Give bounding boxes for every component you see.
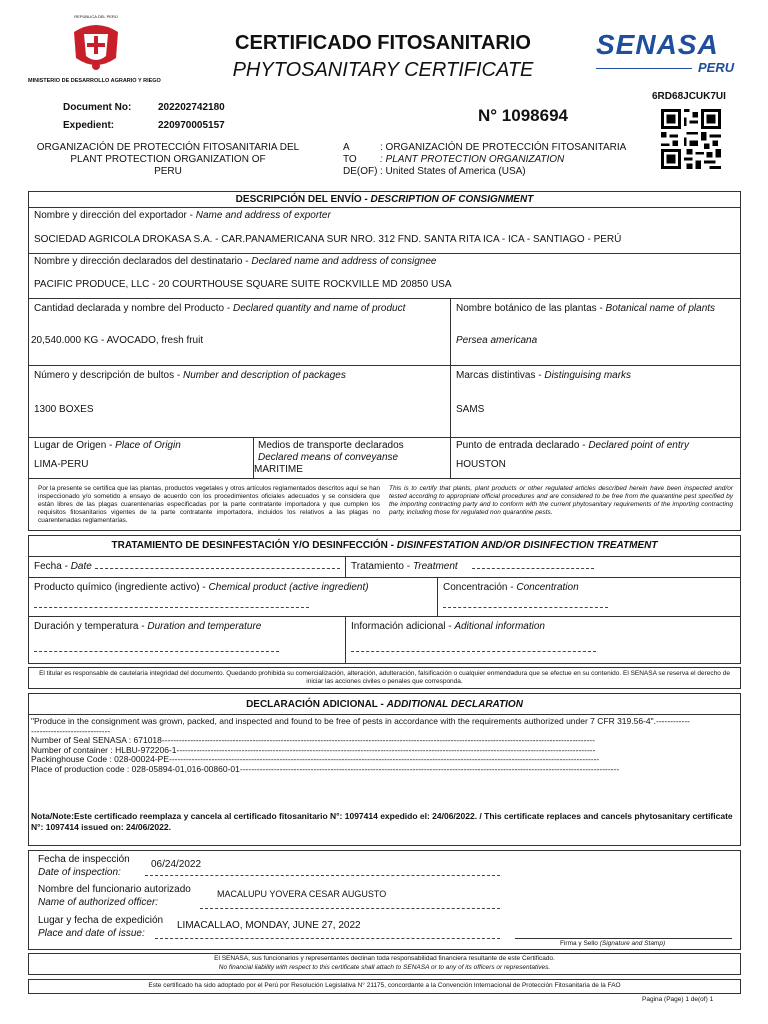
liability-es: El SENASA, sus funcionarios y representantes declinan toda responsabilidad financiera resultante de este Certificado. [214, 955, 555, 962]
entry-label: Punto de entrada declarado - Declared point of entry [456, 440, 689, 451]
qr-code [661, 109, 721, 169]
to-label-de: DE(OF) [343, 166, 378, 177]
legal-notice: El titular es responsable de cautelaría integridad del documento. Quedando prohibida su comercialización, alteración, adulteración, falsificación o cualquier enmendadura que se efectue en su contenido. El SENASA se reserva el derecho de iniciar las acciones civiles o penales que corresponda. [39, 670, 730, 685]
verification-code: 6RD68JCUK7UI [652, 91, 726, 102]
liability-en: No financial liability with respect to this certificate shall attach to SENASA or to any of its officers or representatives. [218, 964, 551, 971]
chemical-label: Producto químico (ingrediente activo) - Chemical product (active ingredient) [34, 582, 369, 593]
consignment-title-en: DESCRIPTION OF CONSIGNMENT [370, 194, 534, 205]
declaration-production: Place of production code : 028-05894-01,016-00860-01-------------------------------------------------------------------------------------------------------------------------------------- [31, 763, 620, 774]
republic-label: REPÚBLICA DEL PERÚ [74, 14, 118, 19]
signature-line [515, 938, 732, 939]
packages-value: 1300 BOXES [34, 404, 94, 415]
marks-label: Marcas distintivas - Distinguising marks [456, 370, 632, 381]
ministry-name: MINISTERIO DE DESARROLLO AGRARIO Y RIEGO [28, 78, 161, 84]
from-org-line3: PERU [154, 166, 182, 177]
botanical-label: Nombre botánico de las plantas - Botanical name of plants [456, 303, 716, 314]
entry-value: HOUSTON [456, 459, 506, 470]
inspection-date-label-es: Fecha de inspección [38, 854, 130, 865]
to-label-to: TO [343, 154, 357, 165]
exporter-value: SOCIEDAD AGRICOLA DROKASA S.A. - CAR.PANAMERICANA SUR NRO. 312 FND. SANTA RITA ICA - ICA - SANTIAGO - PERÚ [34, 234, 622, 245]
inspection-date: 06/24/2022 [151, 859, 202, 870]
declaration-seal: Number of Seal SENASA : 671018--------------------------------------------------------------------------------------------------------------------------------------------------------- [31, 735, 595, 746]
consignment-title-es: DESCRIPCIÓN DEL ENVÍO - [235, 194, 371, 205]
page-number: Pagina (Page) 1 de(of) 1 [642, 996, 714, 1003]
quantity-label: Cantidad declarada y nombre del Producto - Declared quantity and name of product [34, 303, 406, 314]
senasa-peru: PERU [698, 60, 735, 75]
title-es: CERTIFICADO FITOSANITARIO [235, 32, 531, 54]
consignee-label: Nombre y dirección declarados del destinatario - Declared name and address of consignee [34, 256, 437, 267]
exporter-label: Nombre y dirección del exportador - Name and address of exporter [34, 210, 331, 221]
duration-label: Duración y temperatura - Duration and temperature [34, 621, 262, 632]
certificate-number: N° 1098694 [478, 106, 568, 125]
officer-label-es: Nombre del funcionario autorizado [38, 884, 191, 895]
certification-text-es: Por la presente se certifica que las plantas, productos vegetales y otros artículos reglamentados descritos aquí se han inspeccionado y/o sometido a ensayo de acuerdo con los procedimientos oficiales adecuados y se considera que están libres de las plagas cuarentenarias especificadas por la parte contratante importadora y que cumplen los requisitos fitosanitarios vigentes de la parte contratante importadora, incluidos los relativos a las plagas no cuarentenadas reglamentarias. [38, 485, 380, 524]
origin-label: Lugar de Origen - Place of Origin [34, 440, 181, 451]
marks-value: SAMS [456, 404, 485, 415]
quantity-value: 20,540.000 KG - AVOCADO, fresh fruit [31, 335, 204, 346]
officer-label-en: Name of authorized officer: [38, 897, 159, 908]
certification-text-en: This is to certify that plants, plant products or other regulated articles described herein have been inspected and/or tested according to appropriate official procedures and are considered to be free from the quarantine pest specified by the importing contracting party and to conform with the current phytosanitary requirements of the importing contracting party, including those for regulated non quarantine pests. [389, 485, 733, 516]
inspection-date-label-en: Date of inspection: [38, 867, 121, 878]
to-org-line3: : United States of America (USA) [380, 166, 526, 177]
declaration-line-1: "Produce in the consignment was grown, packed, and inspected and found to be free of pests in accordance with the requirements authorized under 7 CFR 319.56-4".------------ [31, 717, 690, 726]
additional-info-label: Información adicional - Aditional information [351, 621, 545, 632]
document-no: 202202742180 [158, 102, 225, 113]
from-org-line2: PLANT PROTECTION ORGANIZATION OF [70, 154, 266, 165]
to-org-line1: : ORGANIZACIÓN DE PROTECCIÓN FITOSANITARIA [380, 142, 627, 153]
document-no-label: Document No: [63, 102, 132, 113]
adoption-text: Este certificado ha sido adoptado por el Perú por Resolución Legislativa N° 21175, concordante a la Convención Internacional de Protección Fitosanitaria de la FAO [148, 982, 621, 989]
replacement-note: Nota/Note:Este certificado reemplaza y cancela al certificado fitosanitario N°: 1097414 expedido el: 24/06/2022. / This certificate replaces and cancels phytosanitary certificate N°: 1097414 issued on: 24/06/2022. [31, 811, 733, 832]
origin-value: LIMA-PERU [34, 459, 89, 470]
signature-label: Firma y Sello (Signature and Stamp) [560, 940, 666, 947]
treatment-title: TRATAMIENTO DE DESINFESTACIÓN Y/O DESINFECCIÓN - DISINFESTATION AND/OR DISINFECTION TREATMENT [111, 540, 658, 551]
treatment-type-label: Tratamiento - Treatment [351, 561, 458, 572]
expedient-no: 220970005157 [158, 120, 225, 131]
declaration-container: Number of container : HLBU-972206-1---------------------------------------------------------------------------------------------------------------------------------------------------- [31, 744, 596, 755]
issue-place-date: LIMACALLAO, MONDAY, JUNE 27, 2022 [177, 920, 361, 931]
to-label-a: A [343, 142, 350, 153]
title-en: PHYTOSANITARY CERTIFICATE [232, 59, 534, 81]
issue-label-es: Lugar y fecha de expedición [38, 915, 164, 926]
issue-label-en: Place and date of issue: [38, 928, 145, 939]
senasa-logo: SENASA [596, 29, 719, 60]
expedient-label: Expedient: [63, 120, 115, 131]
packages-label: Número y descripción de bultos - Number and description of packages [34, 370, 346, 381]
from-org-line1: ORGANIZACIÓN DE PROTECCIÓN FITOSANITARIA DEL [36, 142, 300, 153]
declaration-line-2: ---------------------------- [31, 725, 111, 736]
botanical-value: Persea americana [456, 335, 538, 346]
consignment-title [28, 194, 741, 205]
transport-label-es: Medios de transporte declarados [258, 440, 404, 451]
senasa-underline [596, 68, 692, 69]
declaration-lines [31, 717, 739, 775]
concentration-label: Concentración - Concentration [443, 582, 579, 593]
consignee-value: PACIFIC PRODUCE, LLC - 20 COURTHOUSE SQUARE SUITE ROCKVILLE MD 20850 USA [34, 279, 452, 290]
peru-coat-of-arms-logo [66, 14, 126, 76]
declaration-packinghouse: Packinghouse Code : 028-00024-PE-------------------------------------------------------------------------------------------------------------------------------------------------------- [31, 754, 600, 765]
transport-value: MARITIME [254, 464, 303, 475]
additional-title: DECLARACIÓN ADICIONAL - ADDITIONAL DECLARATION [246, 699, 523, 710]
transport-label-en: Declared means of conveyanse [258, 452, 399, 463]
treatment-section [28, 535, 741, 664]
to-org-line2: : PLANT PROTECTION ORGANIZATION [380, 154, 565, 165]
officer-name: MACALUPU YOVERA CESAR AUGUSTO [217, 889, 387, 899]
treatment-date-label: Fecha - Date [34, 561, 92, 572]
